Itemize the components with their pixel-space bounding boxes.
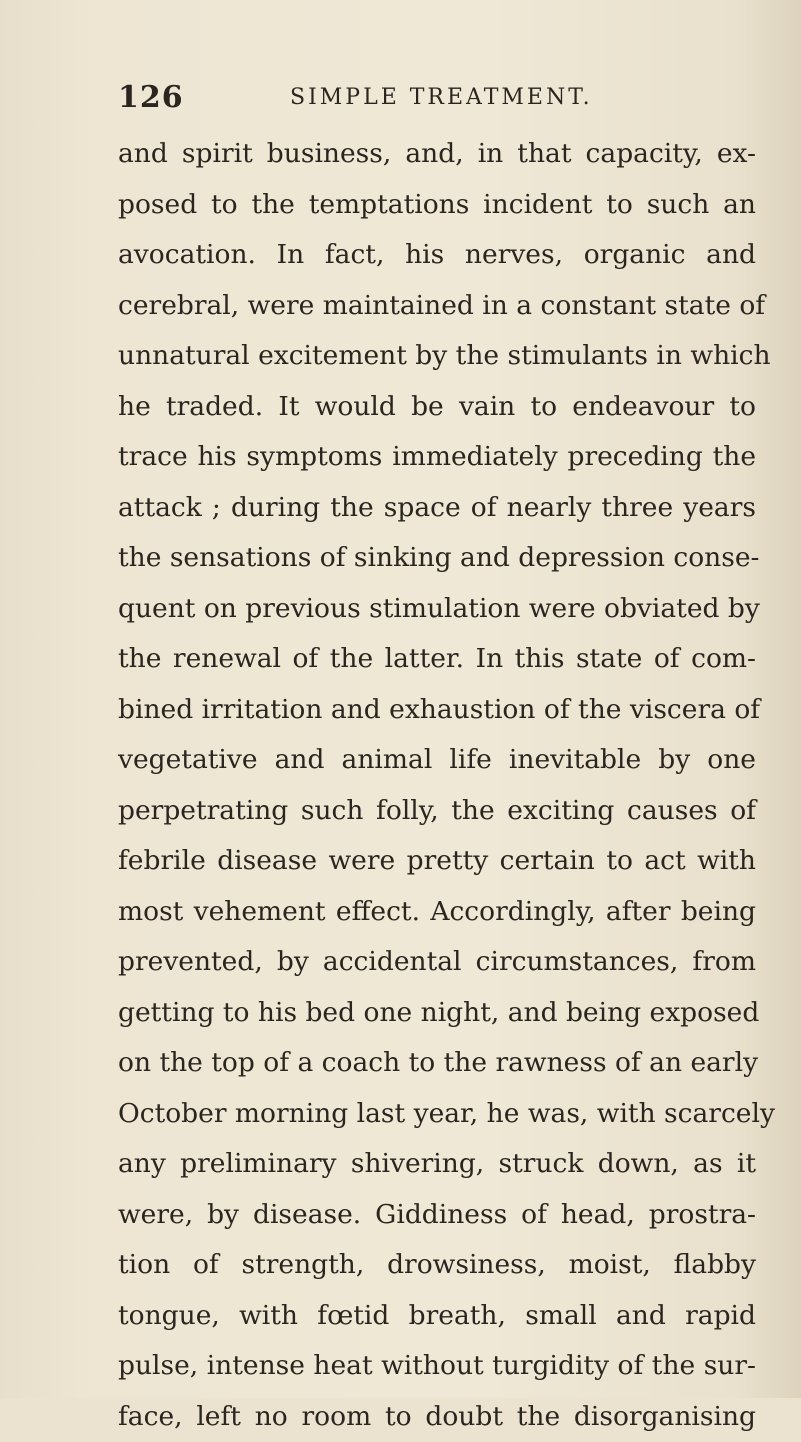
text-line: most vehement effect. Accordingly, after being <box>118 887 756 938</box>
text-line: getting to his bed one night, and being exposed <box>118 988 756 1039</box>
text-line: unnatural excitement by the stimulants in which <box>118 331 756 382</box>
text-line: tongue, with fœtid breath, small and rapid <box>118 1291 756 1342</box>
text-line: were, by disease. Giddiness of head, prostra- <box>118 1190 756 1241</box>
text-line: attack ; during the space of nearly three years <box>118 483 756 534</box>
text-line: the sensations of sinking and depression conse- <box>118 533 756 584</box>
body-text <box>118 129 756 1442</box>
running-title: SIMPLE TREATMENT. <box>290 78 593 118</box>
text-line: any preliminary shivering, struck down, as it <box>118 1139 756 1190</box>
text-line: the renewal of the latter. In this state of com- <box>118 634 756 685</box>
text-line: prevented, by accidental circumstances, from <box>118 937 756 988</box>
page-header <box>118 78 758 118</box>
text-line: posed to the temptations incident to such an <box>118 180 756 231</box>
text-line: bined irritation and exhaustion of the viscera of <box>118 685 756 736</box>
text-line: face, left no room to doubt the disorganising <box>118 1392 756 1442</box>
text-line: cerebral, were maintained in a constant state of <box>118 281 756 332</box>
text-line: on the top of a coach to the rawness of an early <box>118 1038 756 1089</box>
text-line: febrile disease were pretty certain to act with <box>118 836 756 887</box>
text-line: he traded. It would be vain to endeavour to <box>118 382 756 433</box>
text-line: trace his symptoms immediately preceding the <box>118 432 756 483</box>
text-line: and spirit business, and, in that capacity, ex- <box>118 129 756 180</box>
text-line: vegetative and animal life inevitable by one <box>118 735 756 786</box>
text-line: pulse, intense heat without turgidity of the sur- <box>118 1341 756 1392</box>
page-number: 126 <box>118 78 184 118</box>
text-line: tion of strength, drowsiness, moist, flabby <box>118 1240 756 1291</box>
text-line: quent on previous stimulation were obviated by <box>118 584 756 635</box>
text-line: perpetrating such folly, the exciting causes of <box>118 786 756 837</box>
text-line: October morning last year, he was, with scarcely <box>118 1089 756 1140</box>
text-line: avocation. In fact, his nerves, organic and <box>118 230 756 281</box>
